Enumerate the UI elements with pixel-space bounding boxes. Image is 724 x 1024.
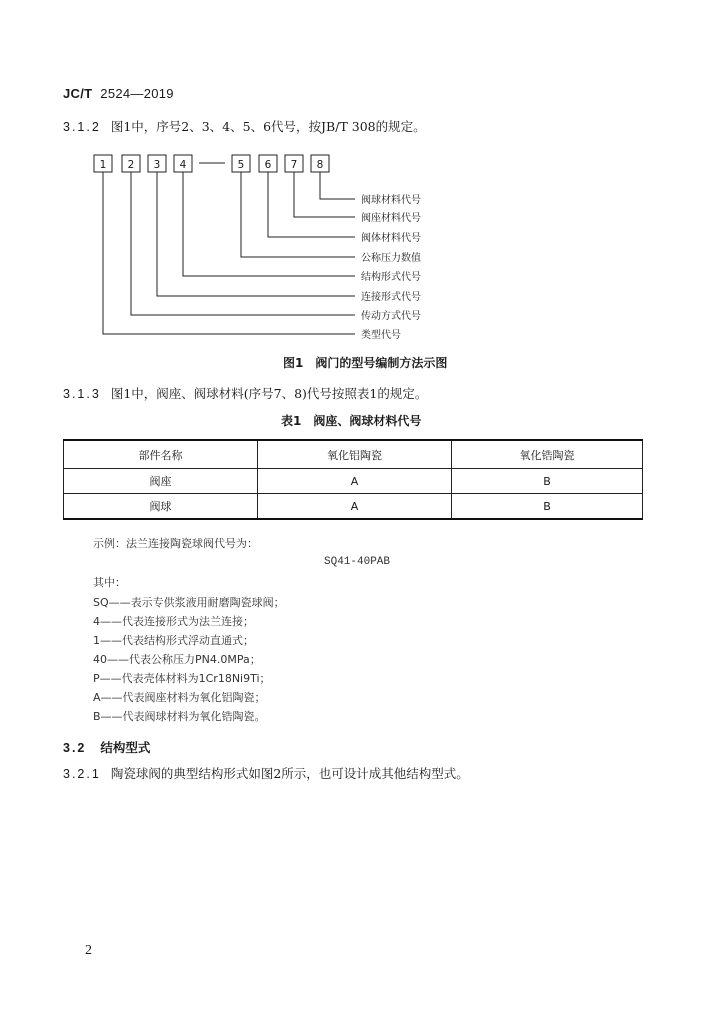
cell-zirconia-code: B — [452, 494, 643, 520]
clause-text: 图1中，序号2、3、4、5、6代号，按JB/T 308的规定。 — [110, 119, 426, 134]
header-alumina: 氧化铝陶瓷 — [258, 440, 452, 469]
label-seat-material: 阀座材料代号 — [361, 213, 421, 224]
example-line-sq: SQ——表示专供浆液用耐磨陶瓷球阀； — [93, 596, 285, 609]
clause-number: 3.2.1 — [63, 767, 101, 781]
material-code-table — [63, 439, 643, 520]
table-caption: 表1 阀座、阀球材料代号 — [281, 414, 422, 428]
leader-3 — [157, 172, 355, 296]
label-ball-material: 阀球材料代号 — [361, 195, 421, 206]
box-number-7: 7 — [290, 159, 298, 171]
label-nominal-pressure: 公称压力数值 — [361, 253, 421, 264]
box-number-5: 5 — [237, 159, 245, 171]
example-line-4: 4——代表连接形式为法兰连接； — [93, 615, 254, 628]
cell-zirconia-code: B — [452, 469, 643, 494]
box-number-4: 4 — [179, 159, 187, 171]
table-header-row — [64, 440, 643, 469]
example-where: 其中： — [93, 576, 126, 589]
cell-alumina-code: A — [258, 469, 452, 494]
table-row — [64, 494, 643, 520]
figure-caption: 图1 阀门的型号编制方法示图 — [283, 356, 448, 370]
cell-part: 阀座 — [64, 469, 258, 494]
leader-7 — [294, 172, 355, 217]
clause-text: 图1中，阀座、阀球材料(序号7、8)代号按照表1的规定。 — [110, 386, 428, 401]
example-line-1: 1——代表结构形式浮动直通式； — [93, 634, 254, 647]
leader-8 — [320, 172, 355, 199]
cell-part: 阀球 — [64, 494, 258, 520]
section-3-2-heading — [63, 738, 150, 756]
clause-number: 3.1.2 — [63, 120, 101, 134]
example-line-40: 40——代表公称压力PN4.0MPa； — [93, 653, 261, 666]
header-zirconia: 氧化锆陶瓷 — [452, 440, 643, 469]
header-brand: JC/T — [63, 86, 93, 101]
example-line-a: A——代表阀座材料为氧化铝陶瓷； — [93, 691, 266, 704]
clause-3-1-3 — [63, 384, 427, 402]
leader-2 — [131, 172, 355, 315]
label-structure-type: 结构形式代号 — [361, 272, 421, 283]
page-number: 2 — [85, 943, 92, 958]
box-number-3: 3 — [153, 159, 161, 171]
box-number-1: 1 — [99, 159, 107, 171]
clause-number: 3.1.3 — [63, 387, 101, 401]
leader-5 — [241, 172, 355, 257]
clause-text: 陶瓷球阀的典型结构形式如图2所示，也可设计成其他结构型式。 — [110, 766, 469, 781]
label-type-code: 类型代号 — [361, 330, 401, 341]
leader-6 — [268, 172, 355, 237]
label-connection-type: 连接形式代号 — [361, 292, 421, 303]
example-code: SQ41-40PAB — [324, 556, 391, 568]
table-row — [64, 469, 643, 494]
leader-4 — [183, 172, 355, 276]
section-number: 3.2 — [63, 741, 87, 755]
header-standard-number: 2524—2019 — [100, 86, 174, 101]
box-number-8: 8 — [316, 159, 324, 171]
type-code-diagram — [0, 0, 724, 360]
label-body-material: 阀体材料代号 — [361, 233, 421, 244]
header-part-name: 部件名称 — [64, 440, 258, 469]
box-number-2: 2 — [127, 159, 135, 171]
box-number-6: 6 — [264, 159, 272, 171]
label-drive-type: 传动方式代号 — [361, 311, 421, 322]
example-line-p: P——代表壳体材料为1Cr18Ni9Ti； — [93, 672, 271, 685]
leader-1 — [103, 172, 355, 334]
cell-alumina-code: A — [258, 494, 452, 520]
clause-3-2-1 — [63, 764, 469, 782]
section-title: 结构型式 — [100, 740, 151, 755]
example-line-b: B——代表阀球材料为氧化锆陶瓷。 — [93, 710, 266, 723]
example-intro: 示例：法兰连接陶瓷球阀代号为： — [93, 537, 258, 550]
